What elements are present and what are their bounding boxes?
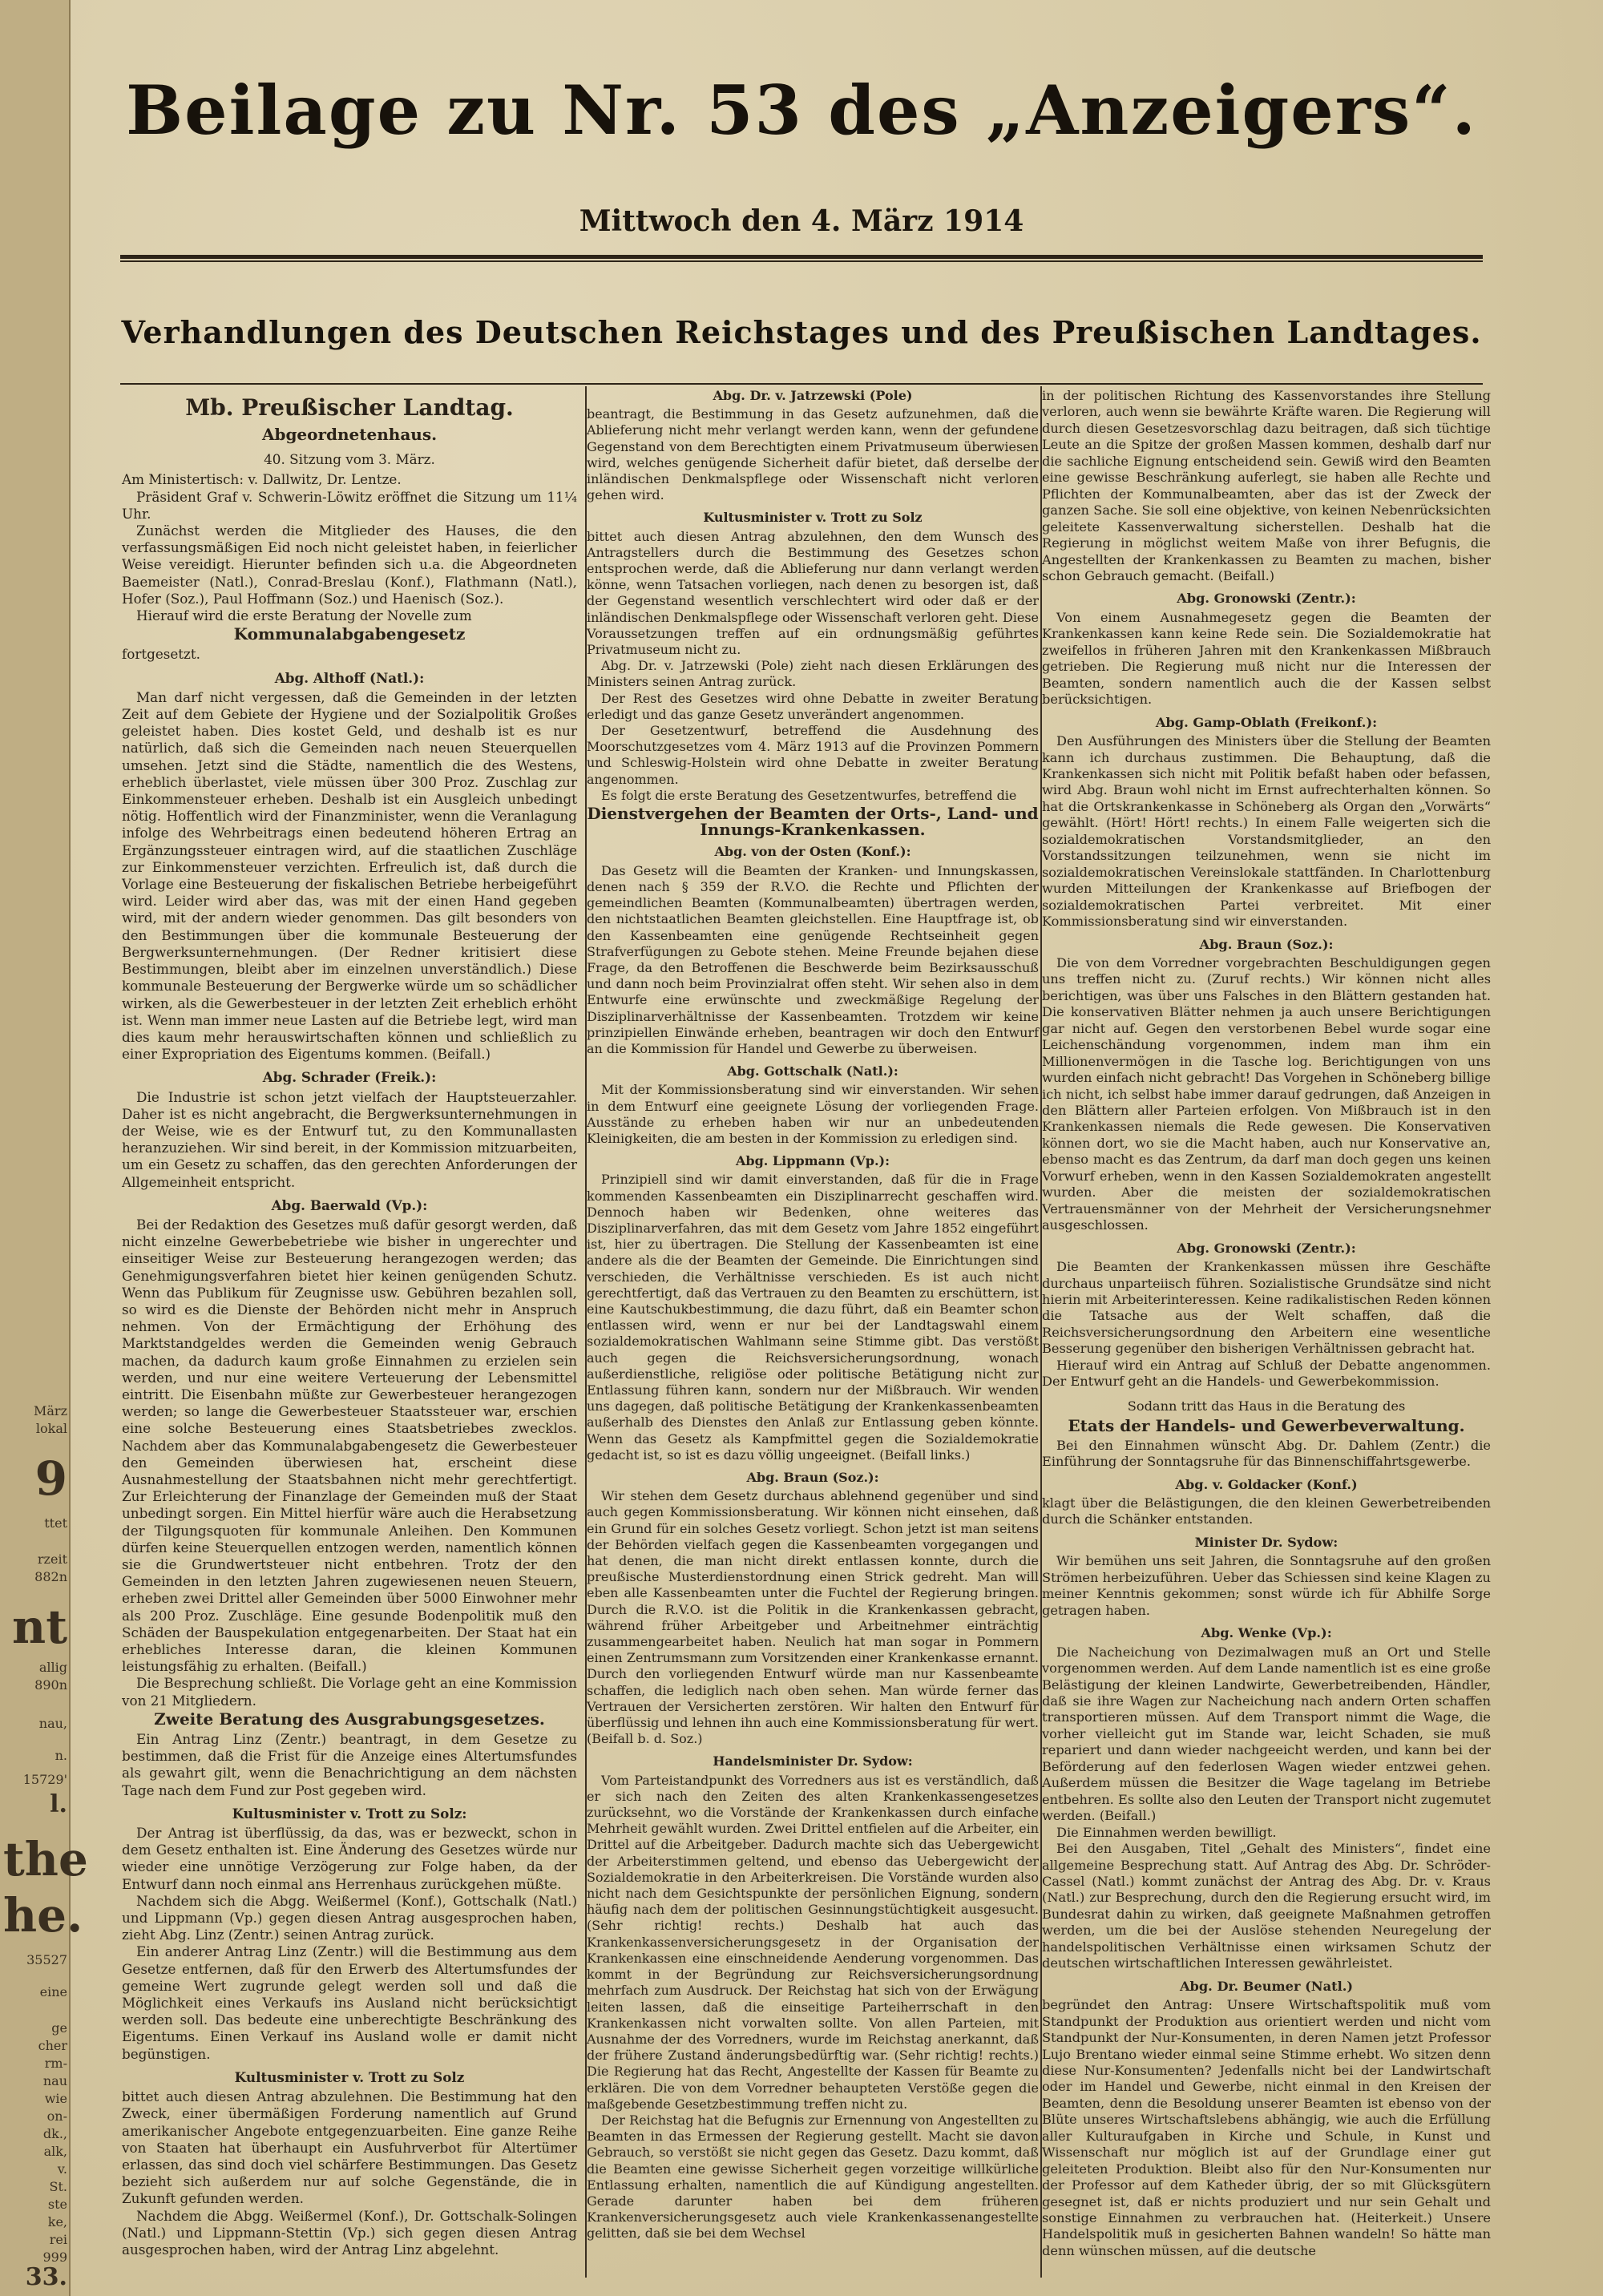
strip-fragment: rzeit [37, 1552, 67, 1567]
strip-fragment: allig [38, 1660, 67, 1675]
dateline: Mittwoch den 4. März 1914 [579, 204, 1024, 238]
paragraph: Den Ausführungen des Ministers über die Stellung der Beamten kann ich durchaus zustimmen. Die Behauptung, daß die Krankenkassen sich nicht mit Politik befaßt haben oder befassen, wird Abg. Braun wohl nicht im Ernst aufrechterhalten können. So hat die Ortskrankenkasse in Schöneberg als Organ den „Vorwärts“ gewählt. (Hört! Hört! rechts.) In einem Falle weigerten sich die sozialdemokratischen Vorstandsmitglieder, an den Vorstandssitzungen teilzunehmen, wenn sie nicht im sozialdemokratischen Vereinslokale stattfänden. In Charlottenburg wurden Mitteilungen der Krankenkasse auf Briefbogen der sozialdemokratischen Partei verbreitet. Mit einer Kommissionsberatung sind wir einverstanden. [1042, 733, 1491, 930]
strip-fragment: ttet [44, 1515, 67, 1531]
column-2 [587, 388, 1039, 2242]
strip-fragment: ste [47, 2197, 67, 2212]
paragraph: in der politischen Richtung des Kassenvorstandes ihre Stellung verloren, auch wenn sie bewährte Kräfte waren. Die Regierung will durch diesen Gesetzesvorschlag dazu beitragen, daß sich tüchtige Leute an die Spitze der großen Massen kommen, deshalb darf nur die sachliche Eignung entscheidend sein. Gewiß wird den Beamten eine gewisse Beschränkung auferlegt, sie haben alle Rechte und Pflichten der Kommunalbeamten, aber das ist der Zweck der ganzen Sache. Sie soll eine objektive, von keinen Nebenrücksichten geleitete Kassenverwaltung sicherstellen. Deshalb hat die Regierung in möglichst weitem Maße von ihrer Befugnis, die Angestellten der Krankenkassen zu Beamten zu machen, bisher schon Gebrauch gemacht. (Beifall.) [1042, 388, 1491, 583]
paragraph: Bei den Ausgaben, Titel „Gehalt des Ministers“, findet eine allgemeine Besprechung statt. Auf Antrag des Abg. Dr. Schröder-Cassel (Natl.) kommt zunächst der Antrag des Abg. Dr. v. Kraus (Natl.) zur Besprechung, durch den die Regierung ersucht wird, im Bundesrat dahin zu wirken, daß geeignete Maßnahmen getroffen werden, um die bei der Auslöse stehenden Neuregelung der handelspolitischen Verhältnisse einen wirksamen Schutz der deutschen wirtschaftlichen Interessen gewährleistet. [1042, 1841, 1491, 1971]
strip-fragment: 882n [34, 1569, 67, 1584]
topic-heading: Dienstvergehen der Beamten der Orts-, Land- und Innungs-Krankenkassen. [587, 804, 1039, 840]
strip-fragment: dk., [42, 2126, 67, 2141]
paragraph: Ein Antrag Linz (Zentr.) beantragt, in dem Gesetze zu bestimmen, daß die Frist für die Anzeige eines Altertumsfundes als gewahrt gilt, wenn die Benachrichtigung an dem nächsten Tage nach dem Fund zur Post gegeben wird. [122, 1731, 577, 1798]
strip-fragment: 9 [34, 1451, 67, 1506]
strip-fragment: März [34, 1403, 67, 1418]
paragraph: Wir stehen dem Gesetz durchaus ablehnend gegenüber und sind auch gegen Kommissionsberatung. Wir können nicht einsehen, daß ein Grund für ein solches Gesetz vorliegt. Schon jetzt ist man seitens der Behörden vielfach gegen die Kassenbeamten vorgegangen und hat denen, die man nicht direkt entlassen konnte, durch die preußische Musterdienstordnung einen Strick gedreht. Man will eben alle Kassenbeamten unter die Fuchtel der Regierung bringen. Durch die R.V.O. ist die Politik in die Krankenkassen gebracht, während früher Arbeitgeber und Arbeitnehmer einträchtig zusammengearbeitet haben. Neulich hat man sogar in Pommern einen Zentrumsmann zum Vorsitzenden einer Krankenkasse ernannt. Durch den vorliegenden Entwurf würde man nur Kassenbeamte schaffen, die lediglich nach oben sehen. Man würde ferner das Vertrauen der Versicherten zerstören. Wir halten den Entwurf für überflüssig und lehnen ihn auch eine Kommissionsberatung für wert. (Beifall b. d. Soz.) [587, 1488, 1039, 1747]
topic-heading: Etats der Handels- und Gewerbeverwaltung. [1068, 1416, 1465, 1436]
paragraph: fortgesetzt. [122, 646, 200, 663]
speaker-name: Kultusminister v. Trott zu Solz [703, 510, 923, 526]
column-3 [1042, 388, 1491, 2259]
paragraph: Sodann tritt das Haus in die Beratung des [1127, 1398, 1406, 1414]
speaker-name: Handelsminister Dr. Sydow: [713, 1753, 913, 1769]
speaker-name: Abg. Baerwald (Vp.): [271, 1196, 428, 1213]
strip-fragment: nau [42, 2073, 67, 2088]
speaker-name: Minister Dr. Sydow: [1194, 1534, 1339, 1550]
speaker-name: Abg. v. Goldacker (Konf.) [1175, 1476, 1358, 1492]
paragraph: Die von dem Vorredner vorgebrachten Beschuldigungen gegen uns treffen nicht zu. (Zuruf rechts.) Wir können nicht alles berichtigen, was über uns Falsches in den Blättern gestanden hat. Die konservativen Blätter nehmen ja auch unsere Berichtigungen gar nicht auf. Gegen den verstorbenen Bebel wurde sogar eine Leichenschändung vorgenommen, indem man ihm ein Millionenvermögen in die Tasche log. Berichtigungen von uns wurden einfach nicht gebracht! Das Vorgehen in Schöneberg billige ich nicht, ich selbst habe immer darauf gedrungen, daß Anzeigen in den Blättern aller Parteien erfolgen. Von Mißbrauch ist in den Krankenkassen niemals die Rede gewesen. Die Konservativen können dort, wo sie die Macht haben, auch nur Konservative an, ebenso macht es das Zentrum, da darf man doch gegen uns keinen Vorwurf erheben, wenn in den Kassen Sozialdemokraten angestellt wurden. Aber die meisten der sozialdemokratischen Vertrauensmänner von der Mehrheit der Versicherungsnehmer ausgeschlossen. [1042, 954, 1491, 1233]
paragraph: Ein anderer Antrag Linz (Zentr.) will die Bestimmung aus dem Gesetze entfernen, daß für den Erwerb des Altertumsfundes der gemeine Wert zugrunde gelegt werden soll und daß die Möglichkeit eines Verkaufs ins Ausland nicht berücksichtigt werden soll. Das bedeute eine unberechtigte Beschränkung des Eigentums. Einen Verkauf ins Ausland wolle er damit nicht begünstigen. [122, 1943, 577, 2062]
strip-fragment: eine [39, 1984, 67, 1999]
speaker-name: Abg. Gottschalk (Natl.): [727, 1063, 898, 1079]
section-title: Mb. Preußischer Landtag. [185, 394, 514, 421]
main-headline: Verhandlungen des Deutschen Reichstages und des Preußischen Landtages. [121, 314, 1482, 350]
strip-fragment: he. [3, 1888, 83, 1943]
strip-fragment: 890n [34, 1677, 67, 1693]
speaker-name: Kultusminister v. Trott zu Solz: [232, 1805, 467, 1822]
speaker-name: Abg. Braun (Soz.): [1199, 936, 1334, 952]
paragraph: Das Gesetz will die Beamten der Kranken- und Innungskassen, denen nach § 359 der R.V.O. die Rechte und Pflichten der gemeindlichen Beamten (Kommunalbeamten) übertragen werden, den nichtstaatlichen Beamten gleichstellen. Eine Hauptfrage ist, ob den Kassenbeamten eine genügende Rechtseinheit gegen Strafverfügungen zu Gebote stehen. Meine Freunde bejahen diese Frage, da den Betroffenen die Beschwerde beim Bezirksausschuß und dann noch beim Provinzialrat offen steht. Wir sehen also in dem Entwurfe eine erwünschte und zweckmäßige Regelung der Disziplinarverhältnisse der Kassenbeamten. Trotzdem wir keine prinzipiellen Einwände erheben, beantragen wir doch den Entwurf an die Kommission für Handel und Gewerbe zu überweisen. [587, 862, 1039, 1056]
paragraph: Prinzipiell sind wir damit einverstanden, daß für die in Frage kommenden Kassenbeamten ein Disziplinarrecht geschaffen wird. Dennoch haben wir Bedenken, ohne weiteres das Disziplinarverfahren, das mit dem Gesetz vom Jahre 1852 eingeführt ist, hier zu übertragen. Die Stellung der Kassenbeamten ist eine andere als die der Beamten der Gemeinde. Die Einrichtungen sind verschieden, die Verhältnisse verschieden. Es ist auch nicht gerechtfertigt, daß das Vertrauen zu den Beamten zu erschüttern, ist eine Kautschukbestimmung, die dazu führt, daß ein Beamter schon entlassen wird, wenn er nur bei der Landtagswahl einem sozialdemokratischen Wahlmann seine Stimme gibt. Das verstößt auch gegen die Reichsversicherungsordnung, wonach außerdienstliche, religiöse oder politische Betätigung nicht zur Entlassung führen kann, sondern nur der Mißbrauch. Wir wenden uns dagegen, daß politische Betätigung der Krankenkassenbeamten außerhalb des Dienstes den Anlaß zur Entlassung geben könnte. Wenn das Gesetz als Kampfmittel gegen die Sozialdemokratie gedacht ist, so ist es dazu völlig ungeeignet. (Beifall links.) [587, 1172, 1039, 1463]
speaker-name: Abg. Schrader (Freik.): [262, 1069, 437, 1086]
paragraph: Der Rest des Gesetzes wird ohne Debatte in zweiter Beratung erledigt und das ganze Gesetz unverändert angenommen. [587, 690, 1039, 722]
strip-fragment: nt [12, 1600, 67, 1654]
speaker-name: Abg. von der Osten (Konf.): [714, 844, 911, 860]
paragraph: Mit der Kommissionsberatung sind wir einverstanden. Wir sehen in dem Entwurf eine geeignete Lösung der vorliegenden Frage. Ausstände zu erheben haben wir nur an unbedeutenden Kleinigkeiten, die am besten in der Kommission zu erledigen sind. [587, 1082, 1039, 1146]
speaker-name: Abg. Lippmann (Vp.): [736, 1153, 890, 1169]
strip-fragment: l. [50, 1790, 67, 1818]
paragraph: Der Antrag ist überflüssig, da das, was er bezweckt, schon in dem Gesetz enthalten ist. Eine Änderung des Gesetzes würde nur wieder eine unnötige Verzögerung zur Folge haben, da der Entwurf dann noch einmal ans Herrenhaus zurückgehen müßte. [122, 1825, 577, 1892]
topic-heading: Zweite Beratung des Ausgrabungsgesetzes. [154, 1709, 545, 1729]
strip-fragment: rei [49, 2232, 67, 2247]
ministers-line: Am Ministertisch: v. Dallwitz, Dr. Lentze. [122, 471, 402, 488]
strip-fragment: nau, [38, 1716, 67, 1731]
speaker-name: Abg. Gronowski (Zentr.): [1177, 1240, 1356, 1256]
strip-fragment: ge [51, 2020, 67, 2036]
paragraph: Von einem Ausnahmegesetz gegen die Beamten der Krankenkassen kann keine Rede sein. Die Sozialdemokratie hat zweifellos in früheren Jahren mit den Krankenkassen Mißbrauch getrieben. Die Regierung muß nicht nur die Interessen der Beamten, sondern namentlich auch die der Kassen selbst berücksichtigen. [1042, 609, 1491, 708]
paragraph: Die Beamten der Krankenkassen müssen ihre Geschäfte durchaus unparteiisch führen. Sozialistische Grundsätze sind nicht hierin mit Arbeiterinteressen. Keine radikalistischen Reden können die Tatsache aus der Welt schaffen, daß die Reichsversicherungsordnung den Arbeitern eine wesentliche Besserung gegenüber den bisherigen Verhältnissen gebracht hat. [1042, 1259, 1491, 1357]
masthead-title: Beilage zu Nr. 53 des „Anzeigers“. [126, 71, 1477, 150]
paragraph: Es folgt die erste Beratung des Gesetzentwurfes, betreffend die [601, 787, 1017, 803]
adjacent-page-strip [0, 0, 88, 2296]
paragraph: Hierauf wird die erste Beratung der Novelle zum [136, 607, 472, 624]
paragraph: Der Gesetzentwurf, betreffend die Ausdehnung des Moorschutzgesetzes vom 4. März 1913 auf die Provinzen Pommern und Schleswig-Holstein wird ohne Debatte in zweiter Beratung angenommen. [587, 723, 1039, 787]
strip-fragment: the [3, 1832, 88, 1886]
subsection-title: Abgeordnetenhaus. [261, 425, 438, 444]
strip-fragment: wie [44, 2091, 67, 2106]
paragraph: bittet auch diesen Antrag abzulehnen. Die Bestimmung hat den Zweck, einer übermäßigen Forderung namentlich auf Grund amerikanischer Angebote entgegenzuarbeiten. Eine ganze Reihe von Staaten hat überhaupt ein Ausfuhrverbot für Altertümer erlassen, das sind doch viel schärfere Bestimmungen. Das Gesetz bezieht sich außerdem nur auf solche Gegenstände, die in Zukunft gefunden werden. [122, 2088, 577, 2207]
strip-fragment: alk, [43, 2144, 67, 2159]
paragraph: beantragt, die Bestimmung in das Gesetz aufzunehmen, daß die Ablieferung nicht mehr verlangt werden kann, wenn der gefundene Gegenstand von dem Berechtigten einem Privatmuseum überwiesen wird, welches genügende Sicherheit dafür bietet, daß derselbe der inländischen Denkmalspflege oder Wissenschaft nicht verloren gehen wird. [587, 406, 1039, 503]
paragraph: Bei den Einnahmen wünscht Abg. Dr. Dahlem (Zentr.) die Einführung der Sonntagsruhe für das Binnenschiffahrtsgewerbe. [1042, 1437, 1491, 1470]
speaker-name: Abg. Braun (Soz.): [746, 1470, 879, 1485]
strip-fragment: ke, [47, 2214, 67, 2229]
paragraph: Der Reichstag hat die Befugnis zur Ernennung von Angestellten zu Beamten in das Ermessen der Regierung gestellt. Macht sie davon Gebrauch, so verstößt sie nicht gegen das Gesetz. Dazu kommt, daß die Beamten eine gewisse Sicherheit gegen vorzeitige willkürliche Entlassung erhalten, namentlich die auf Kündigung angestellten. Gerade darunter haben bei dem früheren Krankenversicherungsgesetz auch viele Krankenkassenangestellte gelitten, daß sie bei dem Wechsel [587, 2112, 1039, 2242]
paragraph: Die Einnahmen werden bewilligt. [1056, 1824, 1277, 1840]
speaker-name: Abg. Althoff (Natl.): [274, 669, 425, 686]
paragraph: Die Besprechung schließt. Die Vorlage geht an eine Kommission von 21 Mitgliedern. [122, 1675, 577, 1709]
headline-rule [120, 383, 1483, 385]
masthead-rule [120, 255, 1483, 259]
speaker-name: Abg. Gronowski (Zentr.): [1177, 591, 1356, 607]
paragraph: Hierauf wird ein Antrag auf Schluß der Debatte angenommen. Der Entwurf geht an die Handels- und Gewerbekommission. [1042, 1357, 1491, 1390]
strip-fragment: n. [55, 1748, 67, 1763]
paragraph: Nachdem die Abgg. Weißermel (Konf.), Dr. Gottschalk-Solingen (Natl.) und Lippmann-Stettin (Vp.) sich gegen diesen Antrag ausgesprochen haben, wird der Antrag Linz abgelehnt. [122, 2207, 577, 2258]
paragraph: begründet den Antrag: Unsere Wirtschaftspolitik muß vom Standpunkt der Produktion aus orientiert werden und nicht vom Standpunkt der Nur-Konsumenten, in deren Namen jetzt Professor Lujo Brentano wieder einmal seine Stimme erhebt. Wo sitzen denn diese Nur-Konsumenten? Jedenfalls nicht bei der Landwirtschaft oder im Handel und Gewerbe, nicht einmal in den Kreisen der Beamten, denn die Besoldung unserer Beamten ist ebenso von der Blüte unseres Wirtschaftslebens abhängig, wie auch die Erfüllung aller Kulturaufgaben in Kirche und Schule, in Kunst und Wissenschaft nur möglich ist auf der Grundlage einer gut geleiteten Produktion. Bleibt also für den Nur-Konsumenten nur der Professor auf dem Katheder übrig, der so mit Glücksgütern gesegnet ist, daß er nichts produziert und nur sein Gehalt und sonstige Einnahmen zu verbrauchen hat. (Heiterkeit.) Unsere Handelspolitik muß in gesicherten Bahnen wandeln! So hätte man denn wünschen müssen, auf die deutsche [1042, 1997, 1491, 2258]
paragraph: Bei der Redaktion des Gesetzes muß dafür gesorgt werden, daß nicht einzelne Gewerbebetriebe wie bisher in ungerechter und einseitiger Weise zur Besteuerung herangezogen werden; das Genehmigungsverfahren bietet hier keinen genügenden Schutz. Wenn das Publikum für Zeugnisse usw. Gebühren bezahlen soll, so wird es die Dienste der Behörden nicht mehr in Anspruch nehmen. Von der Ermächtigung der Erhöhung des Marktstandgeldes werden die Gemeinden wenig Gebrauch machen, da dadurch kaum große Einnahmen zu erzielen sein werden, und nur eine weitere Verteuerung der Lebensmittel eintritt. Die Eisenbahn müßte zur Gewerbesteuer herangezogen werden; so lange die Gewerbesteuer Staatssteuer war, erschien eine solche Besteuerung eines Staatsbetriebes zwecklos. Nachdem aber das Kommunalabgabengesetz die Gewerbesteuer den Gemeinden überwiesen hat, erscheint diese Ausnahmestellung der Staatsbahnen nicht mehr gerechtfertigt. Zur Erleichterung der Finanzlage der Gemeinden muß der Staat unbedingt sorgen. Ein Mittel hierfür wäre auch die Herabsetzung der Tilgungsquoten für kommunale Anleihen. Den Kommunen dürfen keine Steuerquellen entzogen werden, namentlich können sie die Grundwertsteuer nicht entbehren. Trotz der den Gemeinden in den letzten Jahren zugewiesenen neuen Steuern, erheben zwei Drittel aller Gemeinden über 5000 Einwohner mehr als 200 Proz. Zuschläge. Eine gesunde Bodenpolitik muß den Schäden der Bauspekulation entgegenarbeiten. Der Staat hat ein erhebliches Interesse daran, die kleinen Kommunen leistungsfähig zu erhalten. (Beifall.) [122, 1216, 577, 1675]
column-1 [122, 388, 577, 2258]
speaker-name: Abg. Dr. v. Jatrzewski (Pole) [713, 388, 913, 403]
paragraph: Wir bemühen uns seit Jahren, die Sonntagsruhe auf den großen Strömen herbeizuführen. Ueber das Schiessen sind keine Klagen zu meiner Kenntnis gekommen; sonst würde ich für Abhilfe Sorge getragen haben. [1042, 1553, 1491, 1618]
strip-fragment: rm- [44, 2056, 67, 2071]
speaker-name: Abg. Gamp-Oblath (Freikonf.): [1155, 714, 1378, 730]
paragraph: klagt über die Belästigungen, die den kleinen Gewerbetreibenden durch die Schänker entstanden. [1042, 1495, 1491, 1527]
speaker-name: Abg. Wenke (Vp.): [1201, 1625, 1332, 1641]
paragraph: bittet auch diesen Antrag abzulehnen, den dem Wunsch des Antragstellers durch die Bestimmung des Gesetzes schon entsprochen werde, daß die Ablieferung nur dann verlangt werden könne, wenn Tatsachen vorliegen, nach denen zu besorgen ist, daß der Gegenstand wesentlich verschlechtert wird oder daß er der inländischen Denkmalspflege oder Wissenschaft verloren geht. Diese Voraussetzungen treffen auf ein ordnungsmäßig geführtes Privatmuseum nicht zu. [587, 528, 1039, 658]
strip-fragment: St. [49, 2179, 67, 2194]
strip-fragment: v. [57, 2161, 67, 2177]
topic-heading: Kommunalabgabengesetz [233, 624, 466, 644]
strip-fragment: cher [38, 2038, 67, 2053]
paragraph: Die Nacheichung von Dezimalwagen muß an Ort und Stelle vorgenommen werden. Auf dem Lande namentlich ist es eine große Belästigung der kleinen Landwirte, Gewerbetreibenden, Händler, daß sie ihre Wagen zur Nacheichung nach andern Orten schaffen transportieren müssen. Auf dem Transport nimmt die Wage, die vorher vielleicht gut im Stande war, leicht Schaden, sie muß repariert und dann wieder nachgeeicht werden, und kann bei der Beförderung auf den federlosen Wagen wieder entzwei gehen. Außerdem müssen die Besitzer die Wage tagelang im Betriebe entbehren. Es sollte also den Leuten der Transport nicht zugemutet werden. (Beifall.) [1042, 1644, 1491, 1824]
paragraph: Zunächst werden die Mitglieder des Hauses, die den verfassungsmäßigen Eid noch nicht geleistet haben, in feierlicher Weise vereidigt. Hierunter befinden sich u.a. die Abgeordneten Baemeister (Natl.), Conrad-Breslau (Konf.), Flathmann (Natl.), Hofer (Soz.), Paul Hoffmann (Soz.) und Haenisch (Soz.). [122, 523, 577, 607]
strip-fragment: 33. [25, 2263, 67, 2291]
paragraph: Präsident Graf v. Schwerin-Löwitz eröffnet die Sitzung um 11¼ Uhr. [122, 488, 577, 522]
strip-fragment: lokal [35, 1421, 67, 1436]
speaker-name: Abg. Dr. Beumer (Natl.) [1179, 1978, 1354, 1994]
paragraph: Abg. Dr. v. Jatrzewski (Pole) zieht nach diesen Erklärungen des Ministers seinen Antrag zurück. [587, 658, 1039, 690]
paragraph: Man darf nicht vergessen, daß die Gemeinden in der letzten Zeit auf dem Gebiete der Hygiene und der Sozialpolitik Großes geleistet haben. Dies kostet Geld, und deshalb ist es nur natürlich, daß sich die Gemeinden nach neuen Steuerquellen umsehen. Jetzt sind die Städte, namentlich die des Westens, erheblich überlastet, viele müssen über 300 Proz. Zuschlag zur Einkommensteuer erheben. Deshalb ist ein Ausgleich unbedingt nötig. Hoffentlich wird der Finanzminister, wenn die Veranlagung infolge des Wehrbeitrags einen bedeutend höheren Ertrag an Ergänzungssteuer eintragen wird, auf die staatlichen Zuschläge zur Einkommensteuer verzichten. Erfreulich ist, daß durch die Vorlage eine Besteuerung der fiskalischen Betriebe herbeigeführt wird. Leider wird aber das, was mit der einen Hand gegeben wird, mit der andern wieder genommen. Das gilt besonders von den Bestimmungen über die kommunale Besteuerung der Bergwerksunternehmungen. (Der Redner kritisiert diese Bestimmungen, bleibt aber im einzelnen unverständlich.) Diese kommunale Besteuerung der Bergwerke würde um so schädlicher wirken, als die Gewerbesteuer in der letzten Zeit erheblich erhöht ist. Wenn man immer neue Lasten auf die Betriebe legt, wird man dies kaum mehr herauswirtschaften können und schließlich zu einer Expropriation des Eigentums kommen. (Beifall.) [122, 688, 577, 1063]
paragraph: Die Industrie ist schon jetzt vielfach der Hauptsteuerzahler. Daher ist es nicht angebracht, die Bergwerksunternehmungen in der Weise, wie es der Entwurf tut, zu den Kommunallasten heranzuziehen. Wir sind bereit, in der Kommission mitzuarbeiten, um ein Gesetz zu schaffen, das den gerechten Anforderungen der Allgemeinheit entspricht. [122, 1088, 577, 1190]
session-line: 40. Sitzung vom 3. März. [264, 451, 435, 468]
strip-fragment: 15729' [22, 1772, 67, 1787]
masthead-rule-thin [120, 260, 1483, 262]
strip-fragment: 35527 [26, 1952, 67, 1967]
strip-fragment: 999 [42, 2250, 67, 2265]
paragraph: Nachdem sich die Abgg. Weißermel (Konf.), Gottschalk (Natl.) und Lippmann (Vp.) gegen diesen Antrag ausgesprochen haben, zieht Abg. Linz (Zentr.) seinen Antrag zurück. [122, 1892, 577, 1943]
paragraph: Vom Parteistandpunkt des Vorredners aus ist es verständlich, daß er sich nach den Zeiten des alten Krankenkassengesetzes zurücksehnt, wo die Vorstände der Krankenkassen durch einfache Mehrheit gewählt wurden. Zwei Drittel entfielen auf die Arbeiter, ein Drittel auf die Arbeitgeber. Dadurch machte sich das Uebergewicht der Arbeiterstimmen geltend, und ebenso das Uebergewicht der Sozialdemokratie in den Arbeiterkreisen. Die Vorstände wurden also nicht nach dem Gesichtspunkte der persönlichen Eignung, sondern häufig nach dem der politischen Gesinnungstüchtigkeit ausgesucht. (Sehr richtig! rechts.) Deshalb hat auch das Krankenkassenversicherungsgesetz in der Organisation der Krankenkassen eine einschneidende Aenderung vorgenommen. Das kommt in der Begründung zur Reichsversicherungsordnung mehrfach zum Ausdruck. Der Reichstag hat sich von der Erwägung leiten lassen, daß die einseitige Parteiherrschaft in den Krankenkassen nicht vorwalten sollte. Von allen Parteien, mit Ausnahme der des Vorredners, wurde im Reichstag anerkannt, daß der frühere Zustand änderungsbedürftig war. (Sehr richtig! rechts.) Die Regierung hat das Recht, Angestellte der Kassen für Beamte zu erklären. Die von dem Vorredner behaupteten Verstöße gegen die maßgebende Gesetzbestimmung treffen nicht zu. [587, 1772, 1039, 2112]
strip-fragment: on- [46, 2108, 67, 2124]
speaker-name: Kultusminister v. Trott zu Solz [234, 2068, 465, 2085]
